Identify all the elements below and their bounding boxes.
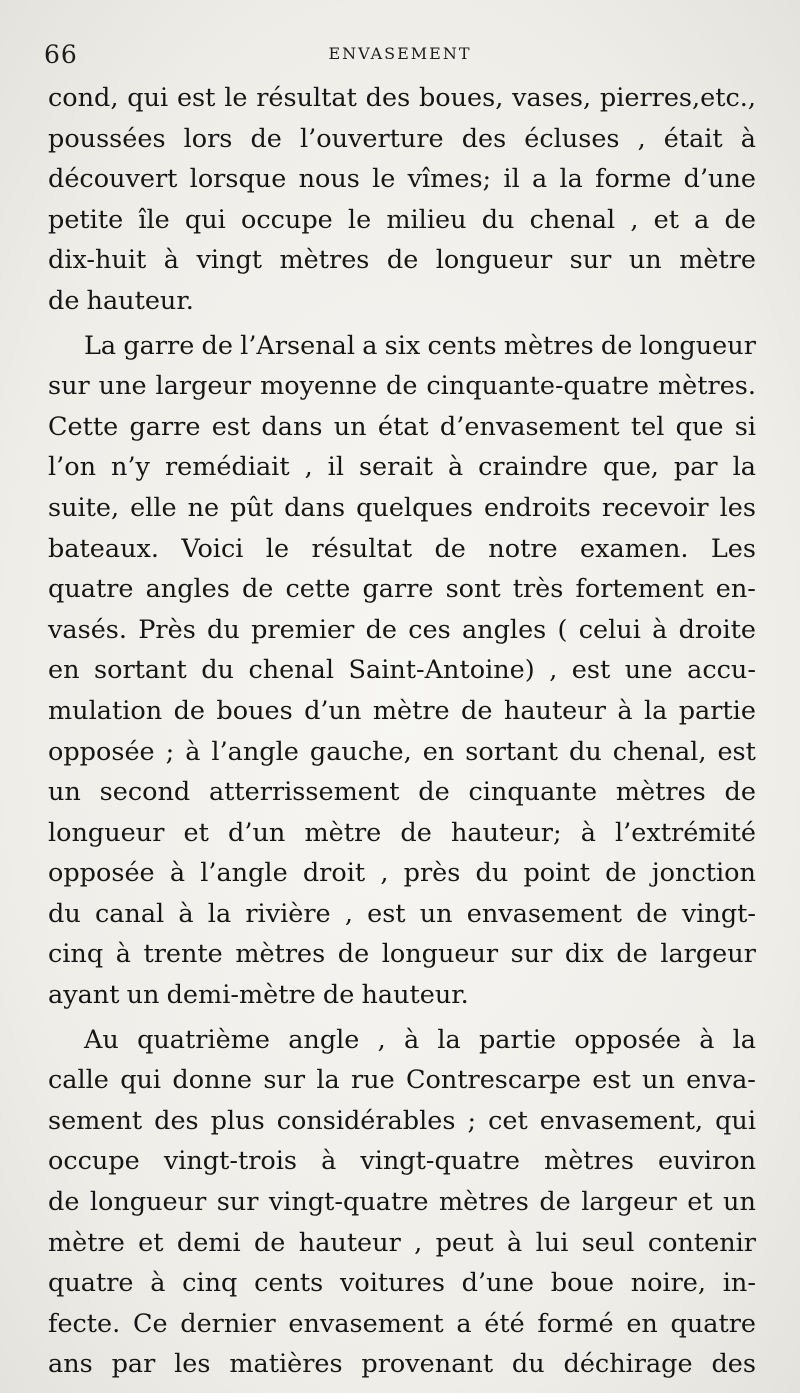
text-line: La garre de l’Arsenal a six cents mètres de longueur [84, 330, 756, 361]
text-line: opposée ; à l’angle gauche, en sortant du chenal, est [48, 736, 756, 767]
text-line: opposée à l’angle droit , près du point de jonction [48, 858, 756, 889]
text-line: occupe vingt-trois à vingt-quatre mètres euviron [48, 1146, 756, 1177]
text-line: poussées lors de l’ouverture des écluses , était à [48, 123, 756, 154]
text-line: découvert lorsque nous le vîmes; il a la forme d’une [48, 164, 756, 195]
text-line: bateaux. Voici le résultat de notre examen. Les [48, 533, 756, 564]
text-line: ans par les matières provenant du déchirage des [48, 1349, 756, 1380]
text-line: Cette garre est dans un état d’envasement tel que si [48, 411, 756, 442]
text-line: Au quatrième angle , à la partie opposée à la [84, 1024, 756, 1055]
text-line: de hauteur. [48, 285, 194, 316]
text-line: un second atterrissement de cinquante mètres de [48, 777, 756, 808]
page-header [44, 40, 756, 74]
text-line: de longueur sur vingt-quatre mètres de largeur et un [48, 1187, 756, 1218]
text-line: sement des plus considérables ; cet envasement, qui [48, 1105, 756, 1136]
text-line: ayant un demi-mètre de hauteur. [48, 980, 469, 1011]
paragraph [48, 1020, 756, 1385]
text-line: suite, elle ne pût dans quelques endroits recevoir les [48, 492, 756, 523]
text-line: dix-huit à vingt mètres de longueur sur un mètre [48, 245, 756, 276]
text-line: longueur et d’un mètre de hauteur; à l’extrémité [48, 817, 756, 848]
text-line: mulation de boues d’un mètre de hauteur à la partie [48, 695, 756, 726]
text-line: l’on n’y remédiait , il serait à craindre que, par la [48, 452, 756, 483]
body-text [48, 78, 756, 1385]
paragraph [48, 78, 756, 322]
text-line: calle qui donne sur la rue Contrescarpe est un enva- [48, 1065, 756, 1096]
text-line: sur une largeur moyenne de cinquante-quatre mètres. [48, 371, 756, 402]
text-line: vasés. Près du premier de ces angles ( celui à droite [48, 614, 756, 645]
paragraph [48, 326, 756, 1016]
text-line: du canal à la rivière , est un envasement de vingt- [48, 898, 756, 929]
text-line: fecte. Ce dernier envasement a été formé en quatre [48, 1308, 756, 1339]
text-line: en sortant du chenal Saint-Antoine) , est une accu- [48, 655, 756, 686]
text-line: mètre et demi de hauteur , peut à lui seul contenir [48, 1227, 756, 1258]
text-line: cinq à trente mètres de longueur sur dix de largeur [48, 939, 756, 970]
text-line: quatre à cinq cents voitures d’une boue noire, in- [48, 1268, 756, 1299]
text-line: petite île qui occupe le milieu du chenal , et a de [48, 204, 756, 235]
page-number: 66 [44, 40, 78, 69]
text-line: quatre angles de cette garre sont très fortement en- [48, 574, 756, 605]
text-line: cond, qui est le résultat des boues, vases, pierres,etc., [48, 83, 756, 113]
running-head: ENVASEMENT [328, 44, 472, 63]
